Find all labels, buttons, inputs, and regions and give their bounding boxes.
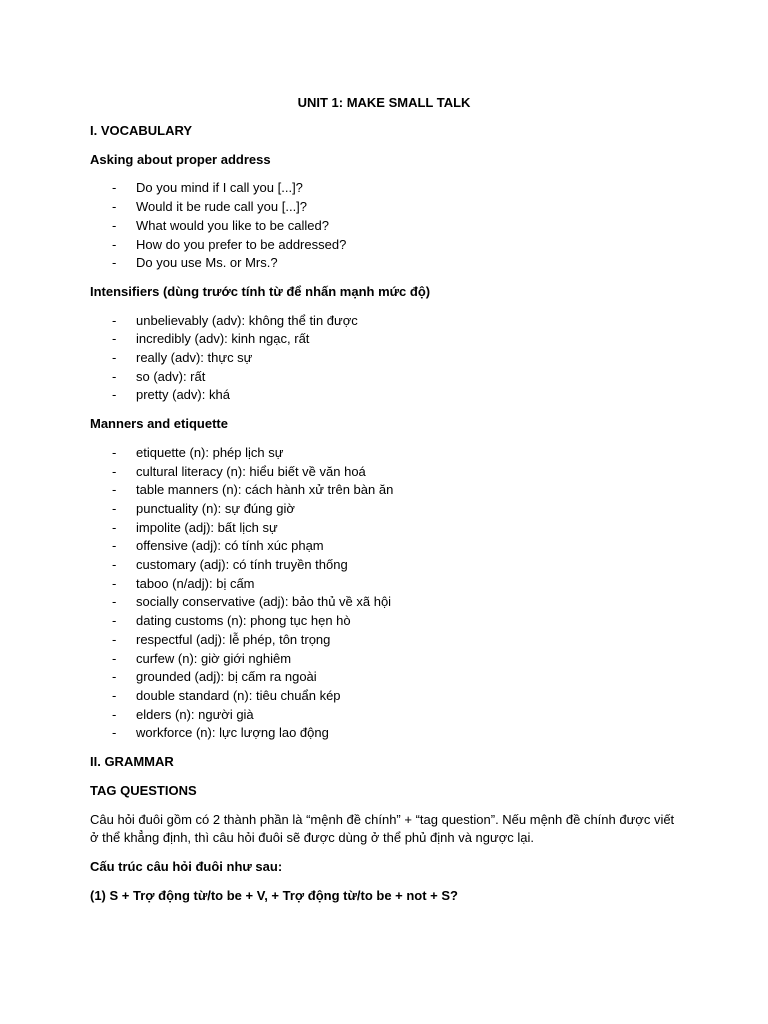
list-item: [90, 631, 680, 650]
dash-bullet: -: [112, 482, 117, 498]
list-item-text: socially conservative (adj): bảo thủ về xã hội: [136, 594, 392, 610]
list-item: [90, 386, 680, 405]
list-item: [90, 687, 680, 706]
list-item-text: double standard (n): tiêu chuẩn kép: [136, 687, 341, 703]
dash-bullet: -: [112, 631, 117, 647]
list-item: [90, 650, 680, 669]
document-body: [90, 122, 680, 915]
list-item-text: Do you use Ms. or Mrs.?: [136, 255, 278, 271]
dash-bullet: -: [112, 217, 117, 233]
dash-bullet: -: [112, 312, 117, 328]
list-item: [90, 254, 680, 273]
dash-bullet: -: [112, 180, 117, 196]
list-item: [90, 330, 680, 349]
subheading-manners: Manners and etiquette: [90, 416, 228, 432]
list-item: [90, 179, 680, 198]
list-item-text: so (adv): rất: [136, 368, 206, 384]
dash-bullet: -: [112, 199, 117, 215]
list-item-text: incredibly (adv): kinh ngạc, rất: [136, 331, 310, 347]
list-item: [90, 706, 680, 725]
dash-bullet: -: [112, 706, 117, 722]
list-item: [90, 575, 680, 594]
list-item-text: etiquette (n): phép lịch sự: [136, 444, 284, 460]
dash-bullet: -: [112, 557, 117, 573]
dash-bullet: -: [112, 255, 117, 271]
dash-bullet: -: [112, 500, 117, 516]
dash-bullet: -: [112, 350, 117, 366]
list-item: [90, 198, 680, 217]
dash-bullet: -: [112, 613, 117, 629]
dash-bullet: -: [112, 519, 117, 535]
list-item: [90, 236, 680, 255]
list-item: [90, 593, 680, 612]
subheading-intensifiers: Intensifiers (dùng trước tính từ để nhấn mạnh mức độ): [90, 283, 431, 299]
list-item-text: What would you like to be called?: [136, 217, 329, 233]
dash-bullet: -: [112, 725, 117, 741]
list-item: [90, 500, 680, 519]
proper-address-list: [90, 179, 680, 273]
dash-bullet: -: [112, 444, 117, 460]
list-item: [90, 612, 680, 631]
list-item-text: dating customs (n): phong tục hẹn hò: [136, 613, 351, 629]
dash-bullet: -: [112, 538, 117, 554]
structure-heading: Cấu trúc câu hỏi đuôi như sau:: [90, 858, 283, 874]
subheading-proper-address: Asking about proper address: [90, 151, 271, 167]
list-item-text: elders (n): người già: [136, 706, 254, 722]
list-item: [90, 368, 680, 387]
list-item-text: respectful (adj): lễ phép, tôn trọng: [136, 631, 331, 647]
tag-questions-heading: TAG QUESTIONS: [90, 782, 197, 798]
list-item-text: How do you prefer to be addressed?: [136, 236, 347, 252]
list-item: [90, 481, 680, 500]
manners-list: [90, 444, 680, 743]
list-item: [90, 444, 680, 463]
list-item: [90, 556, 680, 575]
list-item-text: Would it be rude call you [...]?: [136, 199, 308, 215]
section-vocabulary-heading: I. VOCABULARY: [90, 123, 193, 138]
list-item-text: pretty (adv): khá: [136, 387, 230, 403]
dash-bullet: -: [112, 594, 117, 610]
dash-bullet: -: [112, 650, 117, 666]
document-title: UNIT 1: MAKE SMALL TALK: [297, 95, 471, 110]
list-item-text: table manners (n): cách hành xử trên bàn ăn: [136, 482, 394, 498]
list-item-text: workforce (n): lực lượng lao động: [136, 725, 329, 741]
list-item-text: curfew (n): giờ giới nghiêm: [136, 650, 292, 666]
list-item-text: taboo (n/adj): bị cấm: [136, 575, 255, 591]
dash-bullet: -: [112, 669, 117, 685]
tag-questions-paragraph: Câu hỏi đuôi gồm có 2 thành phần là “mệnh đề chính” + “tag question”. Nếu mệnh đề chính được viết ở thể khẳng định, thì câu hỏi đuôi sẽ được dùng ở thể phủ định và ngược lại.: [90, 811, 675, 846]
list-item-text: customary (adj): có tính truyền thống: [136, 557, 348, 573]
list-item: [90, 349, 680, 368]
dash-bullet: -: [112, 463, 117, 479]
list-item-text: grounded (adj): bị cấm ra ngoài: [136, 669, 317, 685]
list-item: [90, 519, 680, 538]
dash-bullet: -: [112, 368, 117, 384]
dash-bullet: -: [112, 387, 117, 403]
dash-bullet: -: [112, 331, 117, 347]
section-grammar-heading: II. GRAMMAR: [90, 754, 174, 770]
intensifiers-list: [90, 312, 680, 406]
list-item: [90, 312, 680, 331]
list-item-text: cultural literacy (n): hiểu biết về văn hoá: [136, 463, 366, 479]
dash-bullet: -: [112, 236, 117, 252]
list-item-text: really (adv): thực sự: [136, 350, 253, 366]
dash-bullet: -: [112, 687, 117, 703]
list-item: [90, 668, 680, 687]
list-item: [90, 463, 680, 482]
list-item: [90, 217, 680, 236]
list-item: [90, 537, 680, 556]
list-item-text: punctuality (n): sự đúng giờ: [136, 500, 295, 516]
list-item: [90, 724, 680, 743]
dash-bullet: -: [112, 575, 117, 591]
list-item-text: impolite (adj): bất lịch sự: [136, 519, 278, 535]
list-item-text: Do you mind if I call you [...]?: [136, 180, 303, 196]
list-item-text: offensive (adj): có tính xúc phạm: [136, 538, 324, 554]
formula-1: (1) S + Trợ động từ/to be + V, + Trợ động từ/to be + not + S?: [90, 887, 458, 903]
list-item-text: unbelievably (adv): không thể tin được: [136, 312, 358, 328]
